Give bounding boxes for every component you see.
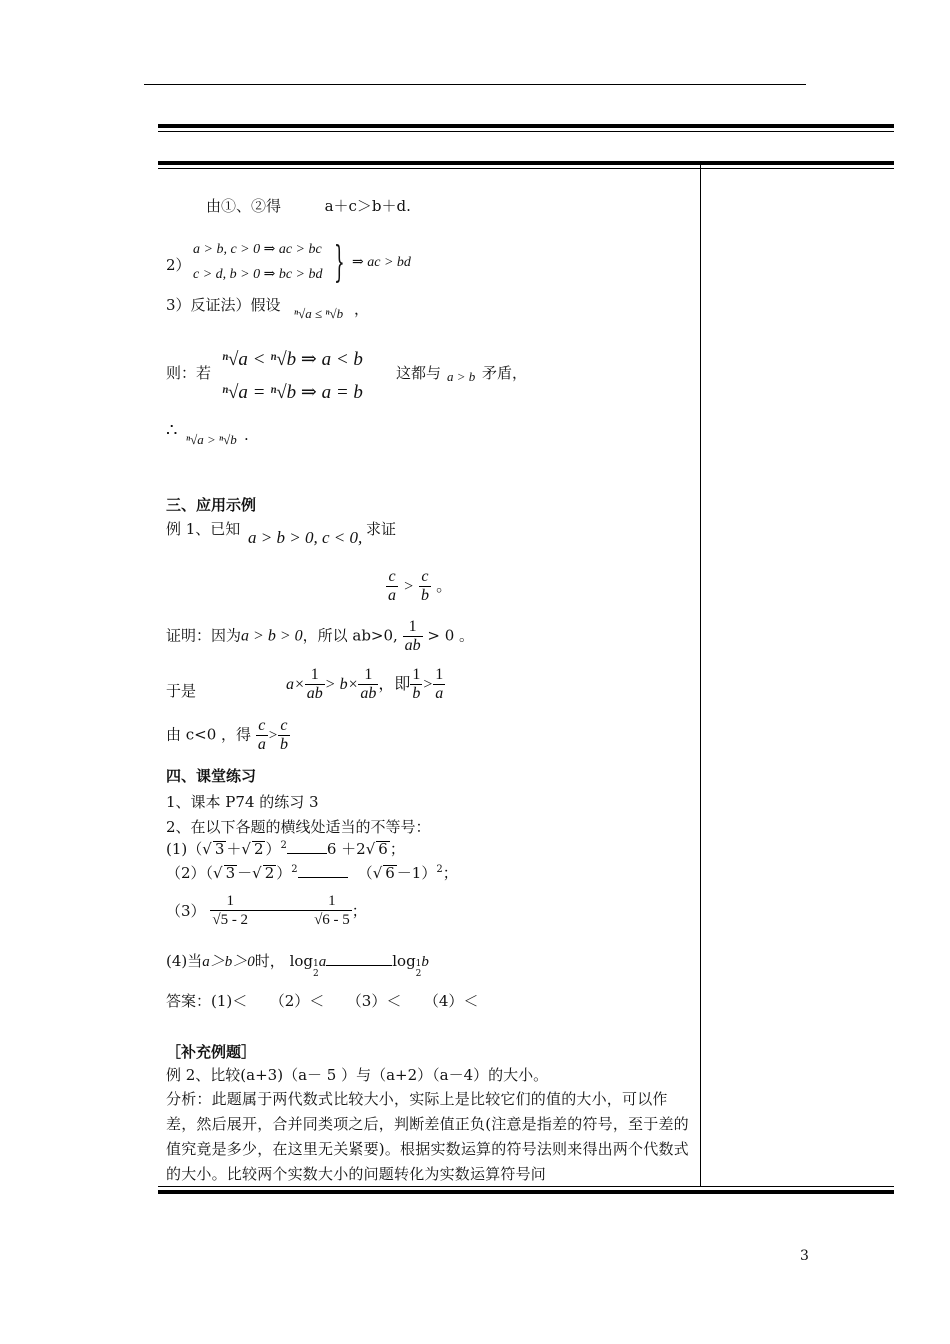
- you-line: 由 c<0 ，得 $\frac{c}{a}$ > $\frac{c}{b}$: [166, 717, 288, 753]
- table-top-rule-2a: [158, 161, 894, 165]
- question-4-blank[interactable]: [326, 965, 392, 966]
- table-top-rule-1b: [158, 131, 894, 132]
- proof-tail: > 0 。: [427, 626, 475, 645]
- yushi-mid: ，即: [378, 674, 411, 693]
- proof-lead: 证明：因为: [166, 626, 242, 645]
- answer-line: 答案：(1)＜ （2）＜ （3）＜ （4）＜: [166, 992, 479, 1010]
- question-2-blank[interactable]: [298, 877, 348, 878]
- contradiction-lead: 则：若: [166, 364, 212, 382]
- contradiction-row1: ⁿ√a < ⁿ√b ⇒ a < b: [222, 349, 363, 370]
- item-2-result: ⇒ ac > bd: [352, 255, 411, 270]
- therefore-tail: .: [244, 426, 249, 444]
- question-4: (4)当a＞b＞0时， log1 2a log1 2b: [166, 952, 429, 979]
- table-top-rule-1a: [158, 124, 894, 128]
- header-rule: [144, 84, 806, 85]
- contradiction-row2: ⁿ√a = ⁿ√b ⇒ a = b: [222, 382, 363, 403]
- item-3-tail: ，: [354, 300, 370, 318]
- derivation-expr: a＋c＞b＋d.: [324, 197, 411, 215]
- supplement-heading: ［补充例题］: [166, 1043, 257, 1061]
- proof-cond: a > b > 0: [241, 627, 303, 645]
- derivation-text: 由①、②得: [206, 197, 282, 215]
- example-1-goal-tail: 。: [436, 576, 453, 595]
- item-3-label: 3）反证法）假设: [166, 296, 281, 314]
- example-1-tail: 求证: [366, 520, 397, 538]
- question-1: (1)（√ 3 ＋√ 2 ）$^2$ 6 ＋2√ 6 ；: [166, 840, 405, 858]
- item-2-brace: }: [334, 237, 345, 286]
- proof-line: 证明：因为a > b > 0，所以 ab>0, $\frac{1}{ab}$ > 0 。: [166, 618, 475, 654]
- exercise-2: 2、在以下各题的横线处适当的不等号：: [166, 818, 431, 836]
- page-number: 3: [800, 1248, 809, 1264]
- item-3-expr: ⁿ√a ≤ ⁿ√b: [294, 306, 344, 321]
- section-3-heading: 三、应用示例: [166, 496, 257, 514]
- contradiction-tail: 矛盾，: [482, 364, 528, 382]
- section-4-heading: 四、课堂练习: [166, 767, 257, 785]
- yushi-expr: a× $\frac{1}{ab}$ > b× $\frac{1}{ab}$ ，即 $\frac{1}{b}$ > $\frac{1}{a}$: [286, 666, 444, 702]
- contradiction-cond: a > b: [447, 369, 476, 384]
- example-1-lead: 例 1、已知: [166, 520, 241, 538]
- item-2-row1: a > b, c > 0 ⇒ ac > bc: [193, 242, 322, 257]
- you-lead: 由 c<0 ，得: [166, 725, 252, 744]
- yushi-lead: 于是: [166, 682, 197, 700]
- example-1-goal: $\frac{c}{a}$ > $\frac{c}{b}$ 。: [388, 568, 453, 604]
- question-1-blank[interactable]: [287, 853, 327, 854]
- contradiction-mid: 这都与: [396, 364, 442, 382]
- proof-mid: ，所以 ab>0,: [302, 626, 398, 645]
- table-column-divider: [700, 161, 701, 1187]
- exercise-1: 1、课本 P74 的练习 3: [166, 793, 319, 811]
- analysis-paragraph: 分析：此题属于两代数式比较大小，实际上是比较它们的值的大小，可以作差，然后展开，合并同类项之后，判断差值正负(注意是指差的符号，至于差的值究竟是多少，在这里无关紧要)。根据实数运算的符号法则来得出两个代数式的大小。比较两个实数大小的问题转化为实数运算符号问: [166, 1090, 689, 1183]
- item-2-row2: c > d, b > 0 ⇒ bc > bd: [193, 267, 323, 282]
- question-2: （2）（√ 3 －√ 2 ）$^2$ （√ 6 －1）$^2$；: [166, 864, 458, 882]
- therefore-expr: ⁿ√a > ⁿ√b: [186, 432, 237, 447]
- example-1-cond: a > b > 0, c < 0,: [248, 528, 363, 547]
- table-bottom-rule-b: [158, 1190, 894, 1194]
- table-top-rule-2b: [158, 168, 894, 169]
- derivation-line: [206, 195, 411, 216]
- item-2-label: 2）: [166, 256, 191, 274]
- question-3: （3） $\frac{1}{√5 - 2}$ $\frac{1}{√6 - 5}$ ；: [166, 893, 367, 928]
- example-2: 例 2、比较(a+3)（a－ 5 ）与（a+2）（a－4）的大小。: [166, 1066, 549, 1084]
- question-3-blank[interactable]: [250, 910, 312, 911]
- therefore-symbol: ∴: [166, 420, 178, 441]
